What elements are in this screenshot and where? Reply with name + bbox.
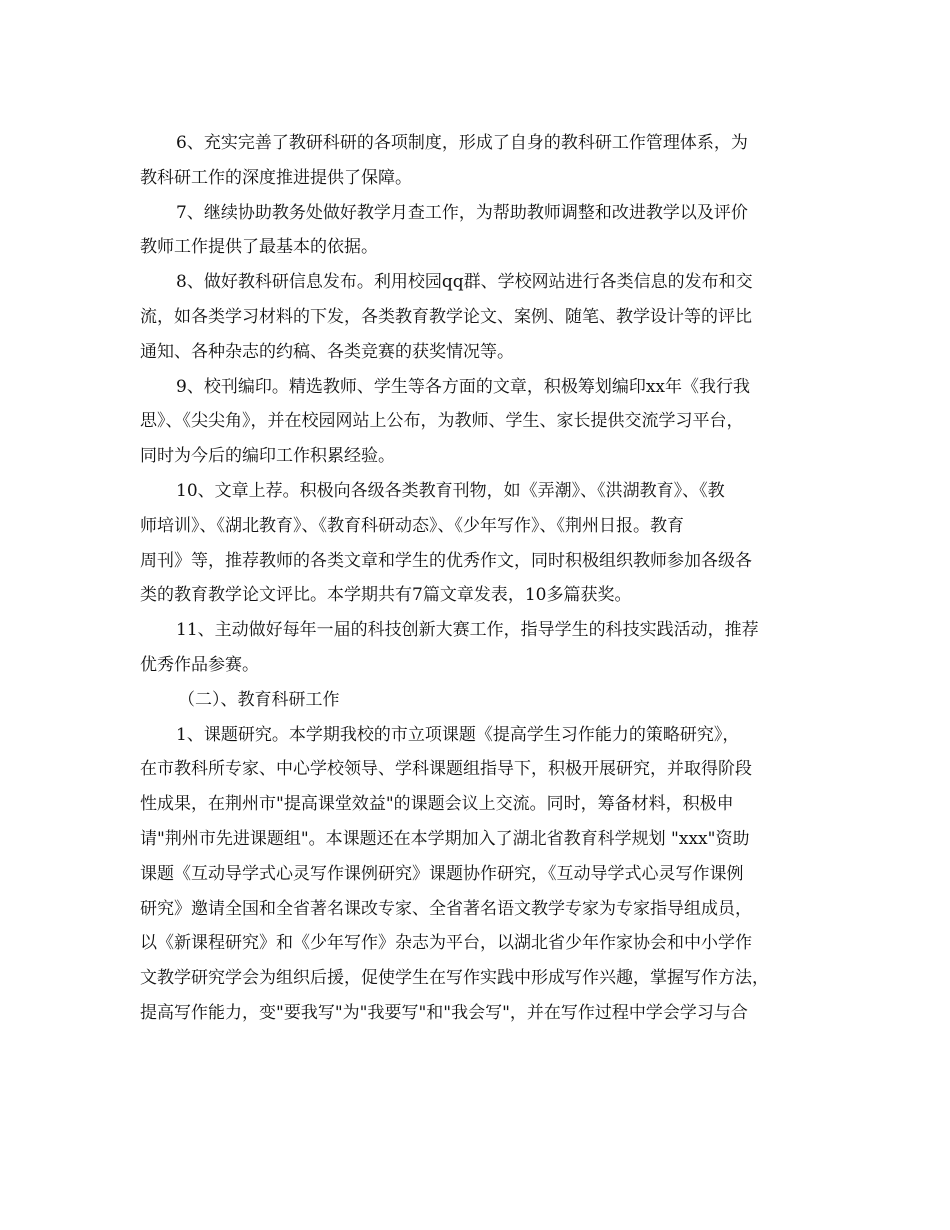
text-line: 10、文章上荐。积极向各级各类教育刊物，如《弄潮》、《洪湖教育》、《教: [176, 480, 725, 501]
text-line: 通知、各种杂志的约稿、各类竞赛的获奖情况等。: [140, 341, 514, 362]
text-line: 7、继续协助教务处做好教学月查工作，为帮助教师调整和改进教学以及评价: [176, 202, 748, 223]
text-line: 教科研工作的深度推进提供了保障。: [140, 167, 412, 188]
text-line: 教师工作提供了最基本的依据。: [140, 237, 378, 258]
text-line: 同时为今后的编印工作积累经验。: [140, 446, 395, 467]
text-line: 类的教育教学论文评比。本学期共有7篇文章发表，10多篇获奖。: [140, 585, 632, 606]
text-line: 11、主动做好每年一届的科技创新大赛工作，指导学生的科技实践活动，推荐: [176, 620, 759, 641]
section-heading: （二）、教育科研工作: [178, 689, 340, 710]
text-line: 师培训》、《湖北教育》、《教育科研动态》、《少年写作》、《荆州日报。教育: [140, 515, 684, 536]
text-line: 性成果，在荆州市"提高课堂效益"的课题会议上交流。同时，筹备材料，积极申: [140, 794, 734, 815]
text-line: 1、课题研究。本学期我校的市立项课题《提高学生习作能力的策略研究》，: [176, 724, 740, 745]
text-line: 在市教科所专家、中心学校领导、学科课题组指导下，积极开展研究，并取得阶段: [140, 759, 752, 780]
text-line: 周刊》等，推荐教师的各类文章和学生的优秀作文，同时积极组织教师参加各级各: [140, 550, 752, 571]
text-line: 9、校刊编印。精选教师、学生等各方面的文章，积极筹划编印xx年《我行我: [176, 376, 750, 397]
text-line: 文教学研究学会为组织后援，促使学生在写作实践中形成写作兴趣，掌握写作方法，: [140, 968, 769, 989]
text-line: 请"荆州市先进课题组"。本课题还在本学期加入了湖北省教育科学规划 "xxx"资助: [140, 828, 750, 849]
text-line: 课题《互动导学式心灵写作课例研究》课题协作研究，《互动导学式心灵写作课例: [140, 863, 744, 884]
text-line: 研究》邀请全国和全省著名课改专家、全省著名语文教学专家为专家指导组成员，: [140, 898, 752, 919]
text-line: 优秀作品参赛。: [140, 654, 259, 675]
text-line: 8、做好教科研信息发布。利用校园qq群、学校网站进行各类信息的发布和交: [176, 272, 753, 293]
text-line: 提高写作能力，变"要我写"为"我要写"和"我会写"，并在写作过程中学会学习与合: [140, 1002, 748, 1023]
text-line: 6、充实完善了教研科研的各项制度，形成了自身的教科研工作管理体系，为: [176, 133, 748, 153]
text-line: 思》、《尖尖角》，并在校园网站上公布，为教师、学生、家长提供交流学习平台，: [140, 411, 744, 432]
text-line: 以《新课程研究》和《少年写作》杂志为平台，以湖北省少年作家协会和中小学作: [140, 933, 752, 954]
text-line: 流，如各类学习材料的下发，各类教育教学论文、案例、随笔、教学设计等的评比: [140, 306, 752, 327]
document-body: [140, 126, 820, 1031]
